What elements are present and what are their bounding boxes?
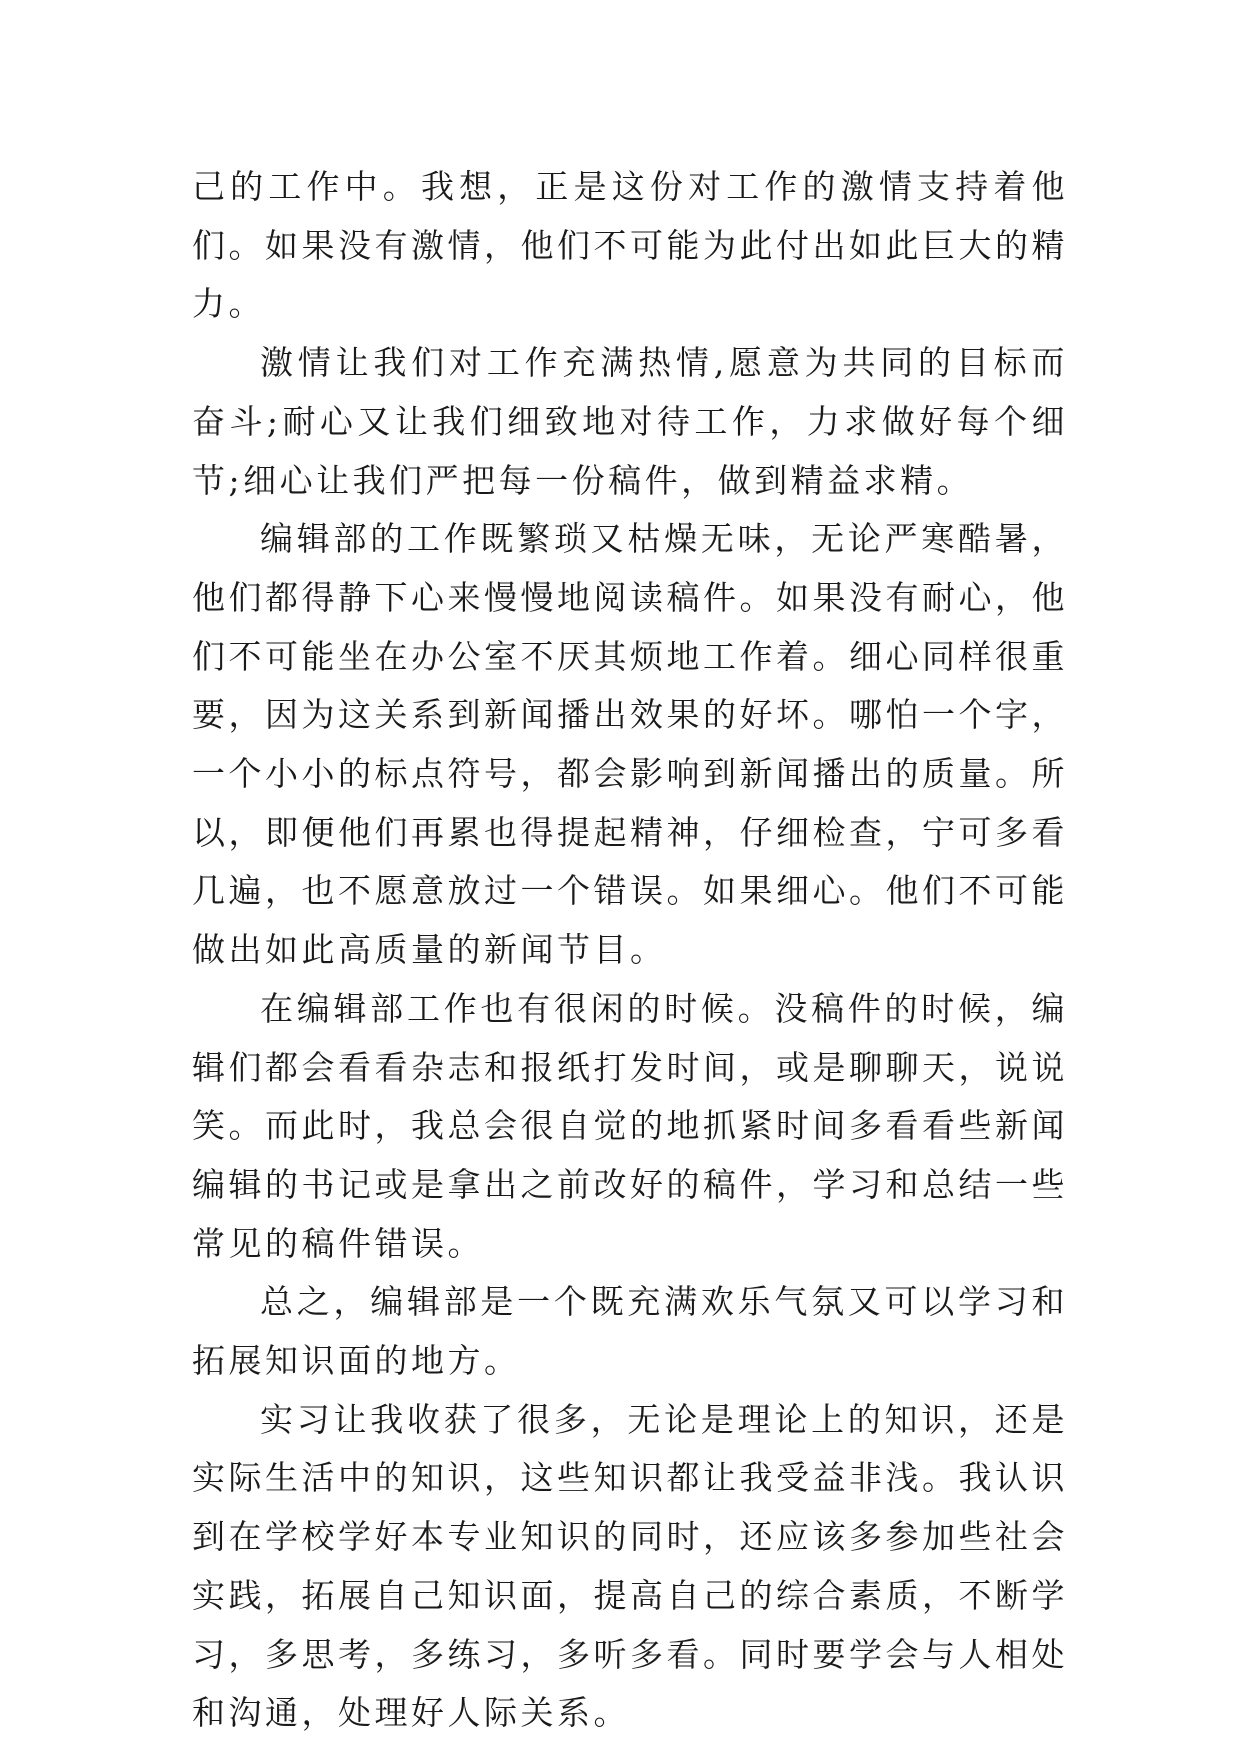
paragraph-3: 编辑部的工作既繁琐又枯燥无味，无论严寒酷暑，他们都得静下心来慢慢地阅读稿件。如果没有耐心，他们不可能坐在办公室不厌其烦地工作着。细心同样很重要，因为这关系到新闻播出效果的好坏。哪怕一个字，一个小小的标点符号，都会影响到新闻播出的质量。所以，即便他们再累也得提起精神，仔细检查，宁可多看几遍，也不愿意放过一个错误。如果细心。他们不可能做出如此高质量的新闻节目。 (192, 519, 1068, 970)
paragraph-1: 己的工作中。我想，正是这份对工作的激情支持着他们。如果没有激情，他们不可能为此付出如此巨大的精力。 (192, 167, 1068, 324)
document-body (192, 158, 1068, 1743)
paragraph-5: 总之，编辑部是一个既充满欢乐气氛又可以学习和拓展知识面的地方。 (192, 1282, 1068, 1381)
paragraph-2: 激情让我们对工作充满热情,愿意为共同的目标而奋斗;耐心又让我们细致地对待工作，力求做好每个细节;细心让我们严把每一份稿件，做到精益求精。 (192, 343, 1068, 500)
paragraph-6: 实习让我收获了很多，无论是理论上的知识，还是实际生活中的知识，这些知识都让我受益非浅。我认识到在学校学好本专业知识的同时，还应该多参加些社会实践，拓展自己知识面，提高自己的综合素质，不断学习，多思考，多练习，多听多看。同时要学会与人相处和沟通，处理好人际关系。 (192, 1399, 1068, 1733)
paragraph-4: 在编辑部工作也有很闲的时候。没稿件的时候，编辑们都会看看杂志和报纸打发时间，或是聊聊天，说说笑。而此时，我总会很自觉的地抓紧时间多看看些新闻编辑的书记或是拿出之前改好的稿件，学习和总结一些常见的稿件错误。 (192, 988, 1068, 1263)
